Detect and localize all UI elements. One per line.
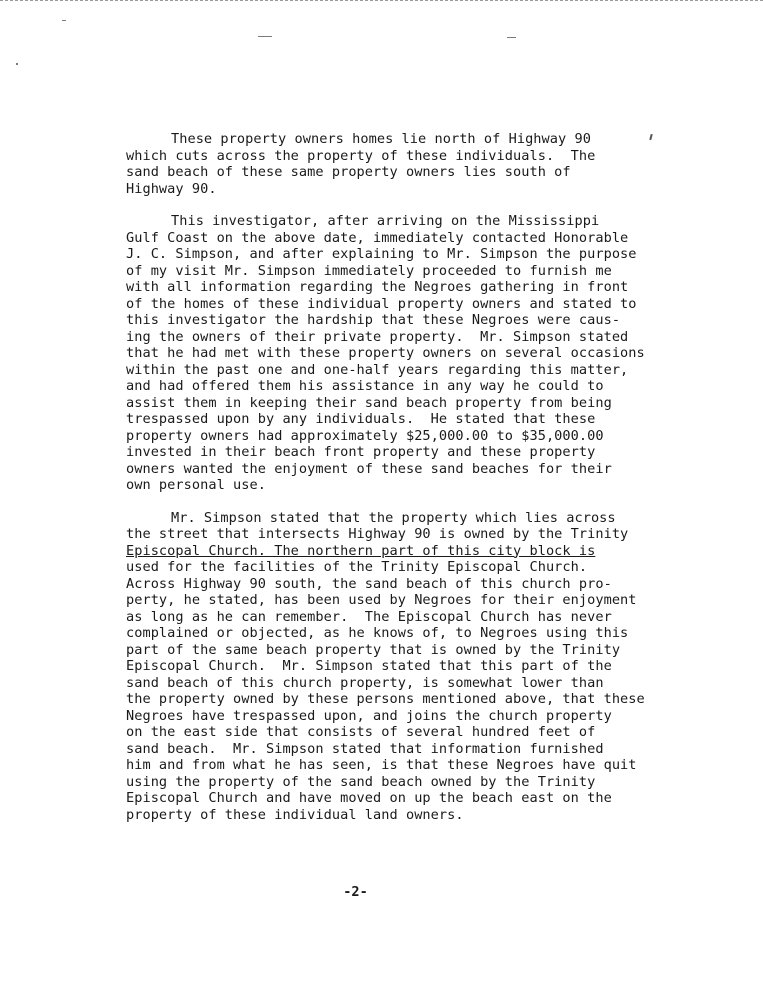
text-line: within the past one and one-half years regarding this matter,	[126, 361, 629, 378]
text-line: Negroes have trespassed upon, and joins the church property	[126, 707, 612, 724]
text-line: These property owners homes lie north of Highway 90	[171, 131, 591, 147]
text-line: complained or objected, as he knows of, to Negroes using this	[126, 625, 629, 641]
text-line: Across Highway 90 south, the sand beach of this church pro-	[126, 575, 612, 592]
text-line: ing the owners of their private property. Mr. Simpson stated	[126, 328, 629, 345]
page-number: -2-	[343, 884, 368, 900]
paragraph-1	[126, 131, 706, 197]
text-line: perty, he stated, has been used by Negroes for their enjoyment	[126, 592, 637, 608]
paragraph-3	[126, 510, 706, 824]
text-line: sand beach of this church property, is somewhat lower than	[126, 674, 604, 691]
text-line: that he had met with these property owners on several occasions	[126, 345, 645, 361]
text-line: assist them in keeping their sand beach property from being	[126, 394, 612, 411]
scan-speck	[258, 36, 272, 37]
text-line: part of the same beach property that is owned by the Trinity	[126, 641, 621, 658]
document-body	[126, 131, 706, 839]
text-line: property of these individual land owners.	[126, 806, 464, 823]
text-line: owners wanted the enjoyment of these sand beaches for their	[126, 460, 612, 477]
text-line: property owners had approximately $25,000.00 to $35,000.00	[126, 427, 604, 444]
text-line: the property owned by these persons mentioned above, that these	[126, 691, 645, 707]
text-line: using the property of the sand beach owned by the Trinity	[126, 773, 596, 790]
text-line: the street that intersects Highway 90 is owned by the Trinity	[126, 526, 629, 542]
text-line: of the homes of these individual property owners and stated to	[126, 295, 637, 312]
text-line: J. C. Simpson, and after explaining to Mr. Simpson the purpose	[126, 246, 637, 262]
text-line-underlined: Episcopal Church. The northern part of this city block is	[126, 542, 596, 559]
text-line: trespassed upon by any individuals. He stated that these	[126, 411, 596, 427]
text-line: Highway 90.	[126, 180, 217, 197]
page-top-border	[0, 0, 763, 1]
scan-speck	[16, 63, 18, 65]
paragraph-2	[126, 213, 706, 494]
text-line: invested in their beach front property and these property	[126, 444, 596, 460]
text-line: him and from what he has seen, is that these Negroes have quit	[126, 757, 637, 773]
text-line: Mr. Simpson stated that the property which lies across	[171, 509, 616, 526]
text-line: used for the facilities of the Trinity Episcopal Church.	[126, 559, 588, 575]
scan-speck	[507, 37, 516, 38]
scan-speck	[62, 20, 66, 21]
text-line: sand beach of these same property owners lies south of	[126, 164, 571, 180]
text-line: of my visit Mr. Simpson immediately proceeded to furnish me	[126, 262, 612, 279]
text-line: and had offered them his assistance in any way he could to	[126, 378, 604, 394]
text-line: sand beach. Mr. Simpson stated that information furnished	[126, 740, 604, 757]
text-line: This investigator, after arriving on the Mississippi	[171, 213, 600, 229]
text-line: this investigator the hardship that these Negroes were caus-	[126, 312, 621, 328]
text-line: Episcopal Church. Mr. Simpson stated that this part of the	[126, 658, 612, 674]
text-line: which cuts across the property of these individuals. The	[126, 147, 596, 164]
text-line: on the east side that consists of several hundred feet of	[126, 724, 596, 740]
text-line: own personal use.	[126, 477, 266, 493]
text-line: with all information regarding the Negroes gathering in front	[126, 279, 629, 295]
text-line: Episcopal Church and have moved on up the beach east on the	[126, 790, 612, 806]
text-line: Gulf Coast on the above date, immediately contacted Honorable	[126, 229, 629, 246]
text-line: as long as he can remember. The Episcopal Church has never	[126, 608, 612, 625]
